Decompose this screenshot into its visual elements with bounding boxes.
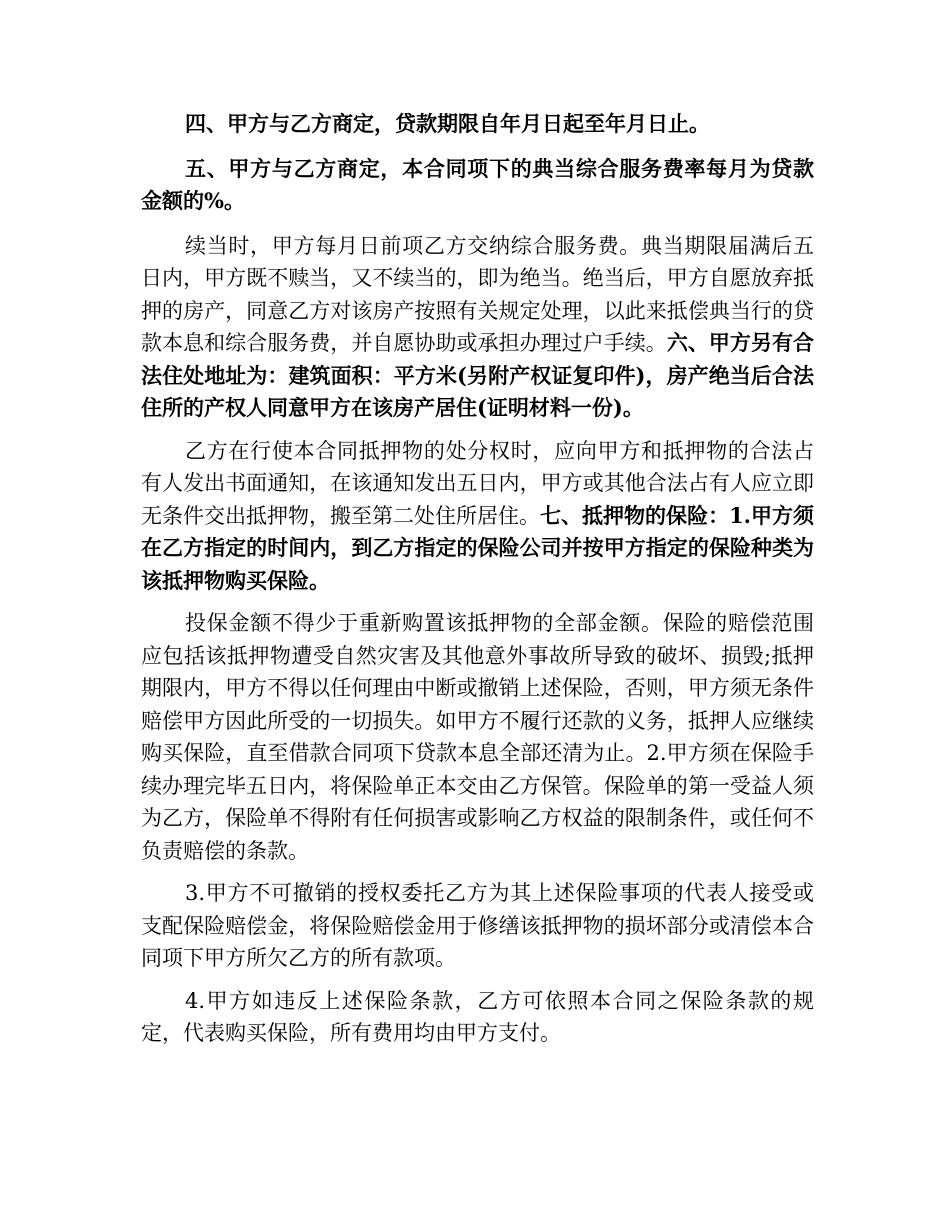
insurance-amount-text: 投保金额不得少于重新购置该抵押物的全部金额。保险的赔偿范围应包括该抵押物遭受自然灾害及其他意外事故所导致的破坏、损毁;抵押期限内，甲方不得以任何理由中断或撤销上述保险，否则，甲方须无条件赔偿甲方因此所受的一切损失。如甲方不履行还款的义务，抵押人应继续购买保险，直至借款合同项下贷款本息全部还清为止。2.甲方须在保险手续办理完毕五日内，将保险单正本交由乙方保管。保险单的第一受益人须为乙方，保险单不得附有任何损害或影响乙方权益的限制条件，或任何不负责赔偿的条款。 <box>141 611 814 863</box>
renewal-paragraph <box>141 230 814 425</box>
insurance-item-3-text: 3.甲方不可撤销的授权委托乙方为其上述保险事项的代表人接受或支配保险赔偿金，将保险赔偿金用于修缮该抵押物的损坏部分或清偿本合同项下甲方所欠乙方的所有款项。 <box>141 881 814 970</box>
insurance-item-3-paragraph <box>141 877 814 975</box>
clause-5-paragraph <box>141 153 814 218</box>
insurance-item-4-paragraph <box>141 985 814 1050</box>
clause-4-heading: 四、甲方与乙方商定，贷款期限自年月日起至年月日止。 <box>185 111 710 136</box>
insurance-amount-paragraph <box>141 607 814 867</box>
document-page <box>141 108 814 1060</box>
disposal-text: 乙方在行使本合同抵押物的处分权时，应向甲方和抵押物的合法占有人发出书面通知，在该通知发出五日内，甲方或其他合法占有人应立即无条件交出抵押物，搬至第二处住所居住。 <box>141 438 814 528</box>
renewal-text: 续当时，甲方每月日前项乙方交纳综合服务费。典当期限届满后五日内，甲方既不赎当，又不续当的，即为绝当。绝当后，甲方自愿放弃抵押的房产，同意乙方对该房产按照有关规定处理，以此来抵偿典当行的贷款本息和综合服务费，并自愿协助或承担办理过户手续。 <box>141 233 814 355</box>
clause-6-heading: 六、甲方另有合法住处地址为：建筑面积：平方米(另附产权证复印件)，房产绝当后合法住所的产权人同意甲方在该房产居住(证明材料一份)。 <box>141 330 815 420</box>
disposal-paragraph <box>141 435 814 598</box>
insurance-item-4-text: 4.甲方如违反上述保险条款，乙方可依照本合同之保险条款的规定，代表购买保险，所有费用均由甲方支付。 <box>141 988 814 1045</box>
clause-5-heading: 五、甲方与乙方商定，本合同项下的典当综合服务费率每月为贷款金额的%。 <box>141 155 814 213</box>
clause-4-paragraph <box>141 108 814 141</box>
clause-7-heading: 七、抵押物的保险：1.甲方须在乙方指定的时间内，到乙方指定的保险公司并按甲方指定的保险种类为该抵押物购买保险。 <box>141 502 814 593</box>
